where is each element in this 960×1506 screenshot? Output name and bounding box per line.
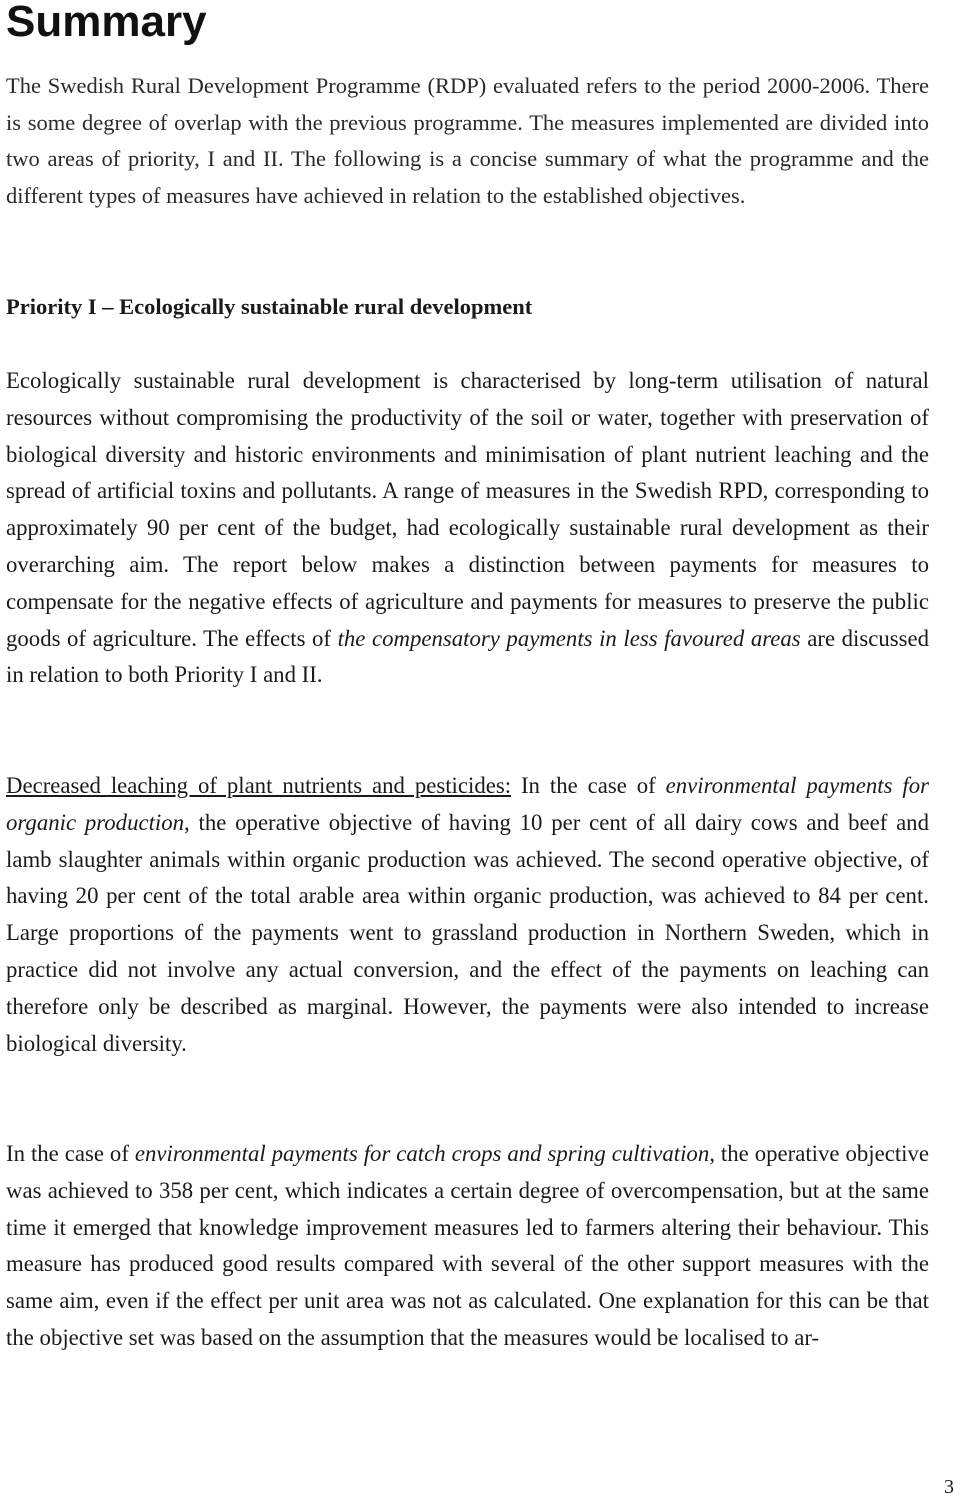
page-number: 3: [944, 1476, 954, 1498]
paragraph-text: , the operative objective of having 10 per cent of all dairy cows and beef and lamb slaughter animals within organic production was achieved. The second operative objective, of having 20 per cent of the total arable area within organic production, was achieved to 84 per cent. Large proportions of the payments went to grassland production in Northern Sweden, which in practice did not involve any actual conversion, and the effect of the payments on leaching can therefore only be described as marginal. However, the payments were also intended to increase biological diversity.: [6, 809, 929, 1056]
intro-paragraph: The Swedish Rural Development Programme (RDP) evaluated refers to the period 2000-2006. There is some degree of overlap with the previous programme. The measures implemented are divided into two areas of priority, I and II. The following is a concise summary of what the programme and the different types of measures have achieved in relation to the established objectives.: [6, 73, 929, 208]
italic-term-organic-production: environmental payments for organic production: [6, 773, 929, 835]
italic-term-compensatory-payments: the compensatory payments in less favoured areas: [337, 625, 801, 651]
paragraph-text: are discussed in relation to both Priority I and II.: [6, 625, 930, 688]
underlined-subheading: Decreased leaching of plant nutrients and pesticides:: [6, 773, 512, 798]
paragraph-ecological-development: [6, 363, 929, 694]
paragraph-text: In the case of: [511, 773, 666, 798]
paragraph-decreased-leaching: [6, 768, 929, 1062]
page-title: Summary: [6, 0, 207, 46]
paragraph-text: Ecologically sustainable rural development is characterised by long-term utilisation of natural resources without compromising the productivity of the soil or water, together with preservation of biological diversity and historic environments and minimisation of plant nutrient leaching and the spread of artificial toxins and pollutants. A range of measures in the Swedish RPD, corresponding to approximately 90 per cent of the budget, had ecologically sustainable rural development as their overarching aim. The report below makes a distinction between payments for measures to compensate for the negative effects of agriculture and payments for measures to preserve the public goods of agriculture. The effects of: [6, 368, 929, 651]
paragraph-text: In the case of: [6, 1141, 135, 1166]
priority-heading: Priority I – Ecologically sustainable rural development: [6, 294, 533, 319]
paragraph-text: the operative objective was achieved to 358 per cent, which indicates a certain degree of overcompensation, but at the same time it emerged that knowledge improvement measures led to farmers altering their behaviour. This measure has produced good results compared with several of the other support measures with the same aim, even if the effect per unit area was not as calculated. One explanation for this can be that the objective set was based on the assumption that the measures would be localised to ar-: [6, 1141, 930, 1350]
paragraph-catch-crops: [6, 1136, 929, 1357]
italic-term-catch-crops: environmental payments for catch crops and spring cultivation,: [134, 1141, 715, 1166]
